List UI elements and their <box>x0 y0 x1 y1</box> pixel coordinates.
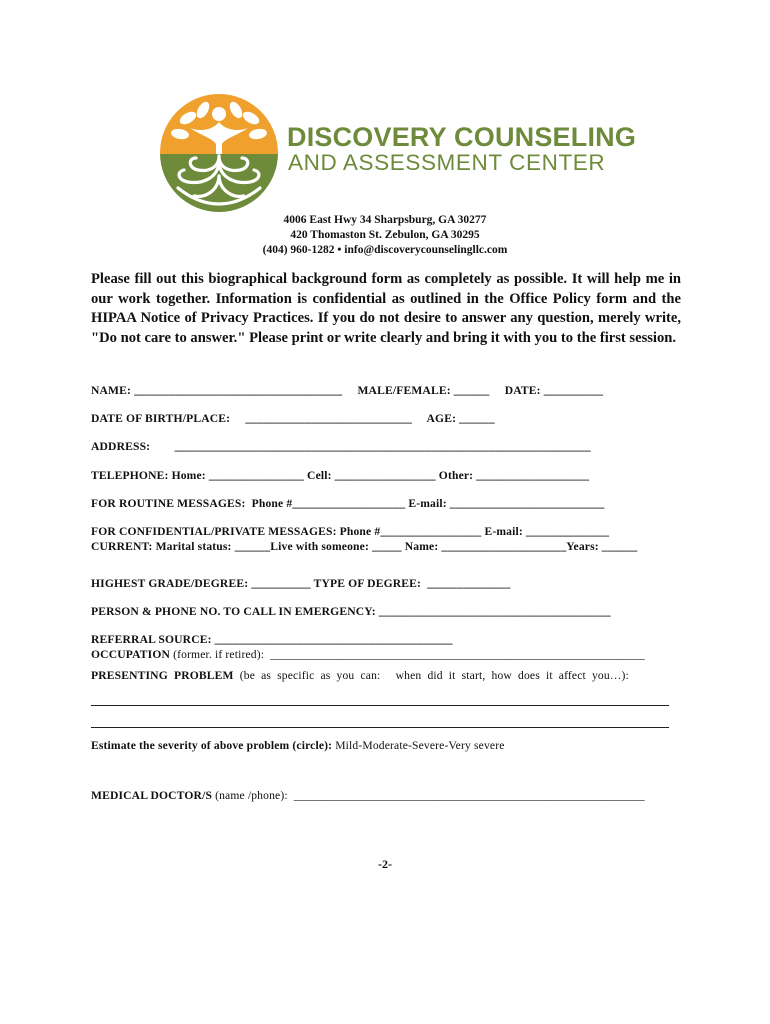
medical-doctor-hint: (name /phone): ___________________________________________________________ <box>212 789 645 802</box>
severity-row[interactable] <box>91 739 505 752</box>
brand-subtitle: AND ASSESSMENT CENTER <box>288 150 606 175</box>
tree-emblem-icon <box>158 92 280 214</box>
occupation-hint: (former. if retired): _______________________________________________________________ <box>170 648 645 661</box>
presenting-problem-hint: (be as specific as you can: when did it start, how does it affect you…): <box>233 669 629 682</box>
presenting-problem-blank-1[interactable] <box>91 705 669 706</box>
referral-source-row[interactable]: REFERRAL SOURCE: ________________________________________ <box>91 633 453 646</box>
medical-doctor-row[interactable] <box>91 789 645 802</box>
presenting-problem-label: PRESENTING PROBLEM <box>91 669 234 682</box>
page-number: -2- <box>378 857 392 871</box>
dob-field-row[interactable]: DATE OF BIRTH/PLACE: ____________________________ AGE: ______ <box>91 412 495 425</box>
confidential-messages-row[interactable]: FOR CONFIDENTIAL/PRIVATE MESSAGES: Phone #_________________ E-mail: ______________ <box>91 525 610 538</box>
occupation-row[interactable] <box>91 648 645 661</box>
severity-label: Estimate the severity of above problem (circle): <box>91 739 333 752</box>
emergency-contact-row[interactable]: PERSON & PHONE NO. TO CALL IN EMERGENCY: _______________________________________ <box>91 605 611 618</box>
medical-doctor-label: MEDICAL DOCTOR/S <box>91 789 213 802</box>
occupation-label: OCCUPATION <box>91 648 171 661</box>
name-field-row[interactable]: NAME: ___________________________________ MALE/FEMALE: ______ DATE: __________ <box>91 384 604 397</box>
contact-line: (404) 960-1282 • info@discoverycounselingllc.com <box>262 244 508 256</box>
brand-name: DISCOVERY COUNSELING <box>287 122 637 152</box>
address-line-2: 420 Thomaston St. Zebulon, GA 30295 <box>290 229 480 241</box>
severity-options[interactable]: Mild-Moderate-Severe-Very severe <box>332 739 505 752</box>
address-field-row[interactable]: ADDRESS: ______________________________________________________________________ <box>91 440 591 453</box>
presenting-problem-blank-2[interactable] <box>91 727 669 728</box>
telephone-field-row[interactable]: TELEPHONE: Home: ________________ Cell: _________________ Other: ___________________ <box>91 469 590 482</box>
intro-paragraph: Please fill out this biographical background form as completely as possible. It will help me in our work together. Information is confidential as outlined in the Office Policy form and the HIPAA Notice of Privacy Practices. If you do not desire to answer any question, merely write, "Do not care to answer." Please print or write clearly and bring it with you to the first session. <box>91 271 681 346</box>
presenting-problem-row <box>91 669 629 682</box>
highest-grade-row[interactable]: HIGHEST GRADE/DEGREE: __________ TYPE OF DEGREE: ______________ <box>91 577 511 590</box>
address-line-1: 4006 East Hwy 34 Sharpsburg, GA 30277 <box>283 214 487 226</box>
marital-status-row[interactable]: CURRENT: Marital status: ______Live with someone: _____ Name: _____________________Years: ______ <box>91 540 638 553</box>
routine-messages-row[interactable]: FOR ROUTINE MESSAGES: Phone #___________________ E-mail: __________________________ <box>91 497 605 510</box>
company-logo <box>158 92 637 214</box>
